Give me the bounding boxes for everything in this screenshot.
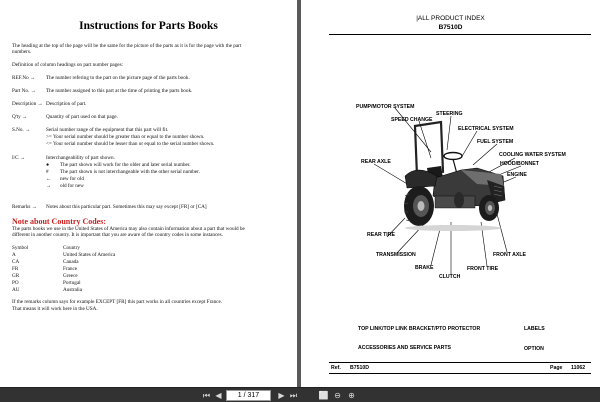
page-title: Instructions for Parts Books	[79, 20, 218, 32]
first-page-icon[interactable]: ⏮	[202, 391, 211, 400]
footer-bottom-divider	[329, 373, 591, 374]
table-row-country: Portugal	[63, 280, 81, 286]
ic-label: I/C →	[12, 155, 26, 161]
callout-hood-bonnet[interactable]: HOOD/BONNET	[500, 161, 539, 167]
remarks-text: Notes about this particular part. Sometimes this may say except [FR] or [CA]	[46, 204, 207, 210]
viewer-toolbar	[0, 387, 600, 402]
description-label: Description →	[12, 101, 43, 107]
serial-no-label: S.No. →	[12, 127, 31, 133]
table-row-symbol: CA	[12, 259, 20, 265]
callout-steering[interactable]: STEERING	[436, 111, 463, 117]
table-row-symbol: AU	[12, 287, 20, 293]
ic-text: Interchangeability of part shown.	[46, 155, 115, 161]
table-header-symbol: Symbol	[12, 245, 29, 251]
arrow-right-icon: →	[22, 114, 28, 120]
callout-cooling-water-system[interactable]: COOLING WATER SYSTEM	[499, 152, 566, 158]
zoom-in-icon[interactable]: ⊕	[348, 391, 355, 400]
ic-rule-old-for-new: old for new	[60, 183, 84, 189]
part-no-label: Part No. →	[12, 88, 36, 94]
ic-rule-older-later: The part shown will work for the older and later serial number.	[60, 162, 191, 168]
callout-transmission[interactable]: TRANSMISSION	[376, 252, 416, 258]
table-row-symbol: A	[12, 252, 16, 258]
link-top-link-pto-protector[interactable]: TOP LINK/TOP LINK BRACKET/PTO PROTECTOR	[358, 326, 481, 332]
qty-label: Q'ty →	[12, 114, 28, 120]
callout-clutch[interactable]: CLUTCH	[439, 274, 461, 280]
left-page	[0, 0, 297, 387]
link-option[interactable]: OPTION	[524, 346, 544, 352]
ref-no-label: REF.No →	[12, 75, 36, 81]
ic-rule-new-for-old: new for old	[60, 176, 84, 182]
arrow-right-icon: →	[30, 88, 36, 94]
table-row-symbol: PO	[12, 280, 19, 286]
footer-divider	[329, 362, 591, 363]
footer-ref-label: Ref.	[331, 365, 341, 371]
ic-rule-not-interchangeable: The part shown is not interchangeable with the other serial number.	[60, 169, 200, 175]
table-row-country: Greece	[63, 273, 78, 279]
callout-rear-tire[interactable]: REAR TIRE	[367, 232, 395, 238]
page-number-input[interactable]: 1 / 317	[226, 390, 271, 401]
callout-pump-motor-system[interactable]: PUMP/MOTOR SYSTEM	[356, 104, 415, 110]
arrow-right-icon: →	[19, 155, 26, 161]
remarks-label: Remarks →	[12, 204, 37, 210]
arrow-right-icon: →	[46, 183, 52, 189]
description-text: Description of part.	[46, 101, 87, 107]
country-codes-text: The parts books we use in the United States of America may also contain information about a part that would be	[12, 226, 245, 232]
fit-page-icon[interactable]: ⬜	[318, 391, 329, 400]
table-row-symbol: FR	[12, 266, 19, 272]
table-row-country: Canada	[63, 259, 79, 265]
arrow-right-icon: →	[37, 101, 43, 107]
part-no-text: The number assigned to this part at the time of printing the parts book.	[46, 88, 193, 94]
callout-fuel-system[interactable]: FUEL SYSTEM	[477, 139, 514, 145]
callout-engine[interactable]: ENGINE	[507, 172, 527, 178]
table-row-symbol: GR	[12, 273, 20, 279]
arrow-right-icon: →	[30, 75, 36, 81]
model-header: B7510D	[438, 24, 463, 31]
product-index-header: |ALL PRODUCT INDEX	[416, 15, 485, 22]
intro-text-cont: numbers.	[12, 49, 32, 55]
bullet-icon: ●	[46, 162, 50, 168]
next-page-icon[interactable]: ▶	[278, 391, 285, 400]
link-labels[interactable]: LABELS	[524, 326, 545, 332]
link-accessories-service-parts[interactable]: ACCESSORIES AND SERVICE PARTS	[358, 345, 452, 351]
remarks-example-text: If the remarks column says for example EXCEPT [FR] this part works in all countries except France.	[12, 299, 223, 305]
intro-text: The heading at the top of the page will be the same for the picture of the parts as it is for the page with the part	[12, 43, 242, 49]
footer-page-label: Page	[550, 365, 563, 371]
table-header-country: Country	[63, 245, 81, 251]
prev-page-icon[interactable]: ◀	[215, 391, 222, 400]
qty-text: Quantity of part used on that page.	[46, 114, 118, 120]
serial-no-text: Serial number range of the equipment that this part will fit.	[46, 127, 169, 133]
definition-text: Definition of column headings on part number pages:	[12, 62, 124, 68]
arrow-left-icon: ←	[46, 176, 52, 182]
table-row-country: France	[63, 266, 78, 272]
country-codes-text-cont: different in another country. It is important that you are aware of the country codes in some instances.	[12, 232, 223, 238]
serial-no-rule-ge: >= Your serial number should be greater than or equal to the number shown.	[46, 134, 205, 140]
right-page	[301, 0, 600, 387]
hash-icon: #	[46, 169, 49, 175]
callout-front-tire[interactable]: FRONT TIRE	[467, 266, 499, 272]
table-row-country: United States of America	[63, 252, 116, 258]
last-page-icon[interactable]: ⏭	[289, 391, 298, 400]
zoom-out-icon[interactable]: ⊖	[334, 391, 341, 400]
footer-model: B7510D	[350, 365, 370, 371]
serial-no-rule-le: <= Your serial number should be lesser than or equal to the serial number shown.	[46, 141, 215, 147]
table-row-country: Australia	[63, 287, 83, 293]
callout-electrical-system[interactable]: ELECTRICAL SYSTEM	[458, 126, 514, 132]
callout-speed-change[interactable]: SPEED CHANGE	[391, 117, 433, 123]
ref-no-text: The number refering to the part on the picture page of the parts book.	[46, 75, 190, 81]
arrow-right-icon: →	[31, 204, 37, 210]
callout-brake[interactable]: BRAKE	[415, 265, 434, 271]
remarks-example-text-cont: That means it will work here in the USA.	[12, 306, 98, 312]
country-codes-heading: Note about Country Codes:	[12, 217, 106, 226]
footer-page-number: 11062	[571, 365, 586, 371]
arrow-right-icon: →	[25, 127, 31, 133]
callout-front-axle[interactable]: FRONT AXLE	[493, 252, 526, 258]
callout-rear-axle[interactable]: REAR AXLE	[361, 159, 391, 165]
